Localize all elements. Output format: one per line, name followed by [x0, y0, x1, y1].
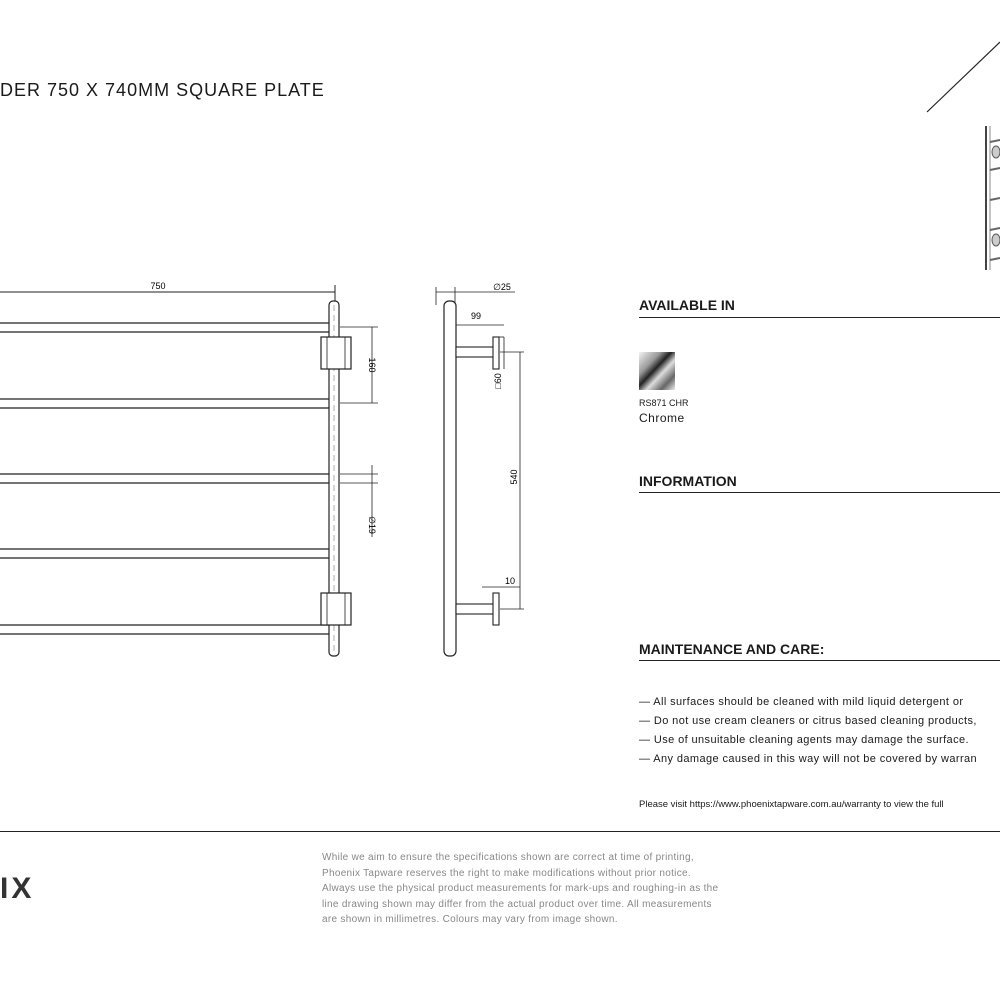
care-item: — Any damage caused in this way will not be covered by warran — [639, 750, 977, 769]
care-item: — Do not use cream cleaners or citrus based cleaning products, — [639, 712, 977, 731]
product-title: DER 750 X 740MM SQUARE PLATE — [0, 80, 325, 100]
care-item: — Use of unsuitable cleaning agents may damage the surface. — [639, 731, 977, 750]
disclaimer-line: line drawing shown may differ from the actual product over time. All measurements — [322, 898, 712, 910]
disclaimer-line: Phoenix Tapware reserves the right to make modifications without prior notice. — [322, 867, 691, 879]
dim-plate-depth-label: 10 — [504, 576, 516, 586]
finish-code: RS871 CHR — [639, 398, 689, 408]
chrome-swatch — [639, 352, 675, 390]
dim-height-label: 540 — [509, 469, 519, 485]
disclaimer-line: While we aim to ensure the specifications shown are correct at time of printing, — [322, 852, 694, 863]
dim-width-label: 750 — [150, 281, 166, 291]
maintenance-heading: MAINTENANCE AND CARE: — [639, 641, 825, 657]
disclaimer-line: are shown in millimetres. Colours may vary from image shown. — [322, 914, 618, 926]
warranty-note: Please visit https://www.phoenixtapware.com.au/warranty to view the full — [639, 799, 944, 810]
product-thumbnail — [920, 40, 1000, 280]
front-elevation-drawing — [0, 275, 400, 665]
dim-projection-label: 99 — [470, 311, 482, 321]
available-in-heading: AVAILABLE IN — [639, 297, 735, 313]
dim-plate-label: □60 — [493, 373, 503, 389]
disclaimer-line: Always use the physical product measurements for mark-ups and roughing-in as the — [322, 883, 719, 895]
dim-bar-diameter-label: ∅19 — [367, 516, 377, 534]
dim-spacing-label: 160 — [367, 357, 377, 373]
information-heading: INFORMATION — [639, 473, 737, 489]
disclaimer — [322, 850, 752, 928]
dim-top-diameter-label: ∅25 — [493, 282, 511, 292]
care-instructions-list — [639, 693, 977, 769]
care-item: — All surfaces should be cleaned with mild liquid detergent or — [639, 693, 977, 712]
side-elevation-drawing — [420, 275, 530, 665]
footer-divider — [0, 831, 1000, 832]
brand-logo: IX — [0, 872, 35, 905]
section-divider — [639, 660, 1000, 661]
section-divider — [639, 492, 1000, 493]
section-divider — [639, 317, 1000, 318]
finish-name: Chrome — [639, 411, 685, 425]
